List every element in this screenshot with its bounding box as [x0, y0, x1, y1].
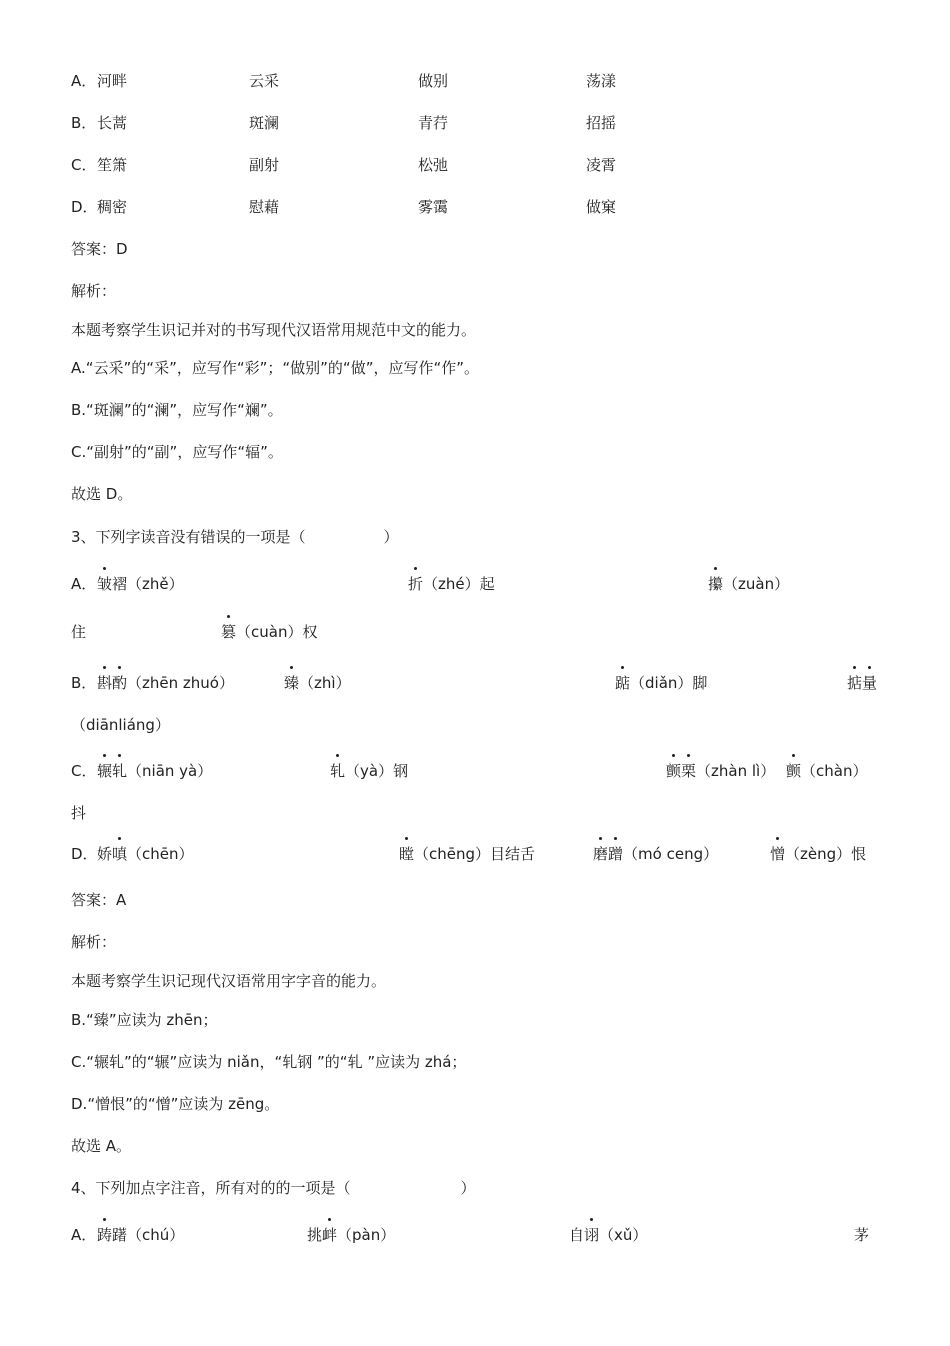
option-word: 做窠 — [586, 198, 617, 216]
pinyin-text: （zhé）起 — [423, 575, 495, 593]
dotted-char: 量 — [862, 674, 878, 692]
option-word: 斑澜 — [249, 114, 280, 132]
plain-char: 自 — [569, 1226, 585, 1244]
pinyin-text: （pàn） — [337, 1226, 396, 1244]
pinyin-text: （zhàn lì） — [696, 762, 776, 780]
q3-title-text: 3、下列字读音没有错误的一项是（ — [71, 528, 306, 546]
dotted-char: 斟 — [97, 674, 113, 692]
pinyin-text: （zuàn） — [723, 575, 790, 593]
q4-a-item-1 — [97, 1225, 184, 1245]
q3-d-item-4 — [770, 844, 866, 864]
dotted-char: 辗 — [97, 762, 113, 780]
dotted-char: 轧 — [330, 762, 346, 780]
q3-option-b-label: B． — [71, 674, 97, 692]
dotted-char: 嗔 — [112, 845, 128, 863]
pinyin-text: （chēng）目结舌 — [414, 845, 536, 863]
q4-title-text: 4、下列加点字注音，所有对的的一项是（ — [71, 1179, 351, 1197]
option-word: 河畔 — [97, 72, 128, 90]
q3-c-item-1 — [97, 761, 212, 781]
dotted-char: 臻 — [284, 674, 300, 692]
q3-d-item-1 — [97, 844, 194, 864]
dotted-char: 蹭 — [608, 845, 624, 863]
q4-a-item-3 — [569, 1225, 647, 1245]
pinyin-text: （chēn） — [127, 845, 194, 863]
pinyin-text: 褶（zhě） — [112, 575, 184, 593]
option-label: B． — [71, 114, 97, 132]
q3-a-item-4: 住 — [71, 623, 87, 641]
pinyin-text: 躇（chú） — [112, 1226, 185, 1244]
pinyin-text: （niān yà） — [127, 762, 213, 780]
plain-char: 娇 — [97, 845, 113, 863]
q3-analysis-line: D.“憎恨”的“憎”应读为 zēng。 — [71, 1095, 280, 1113]
q4-title — [71, 1178, 476, 1198]
option-word: 慰藉 — [249, 198, 280, 216]
q3-b-item-3 — [615, 673, 707, 693]
option-word: 副射 — [249, 156, 280, 174]
q3-c-item-3 — [666, 761, 775, 781]
dotted-char: 踌 — [97, 1226, 113, 1244]
q2-analysis-line: 本题考察学生识记并对的书写现代汉语常用规范中文的能力。 — [71, 321, 477, 339]
q3-c-item-2 — [330, 761, 408, 781]
dotted-char: 攥 — [708, 575, 724, 593]
option-word: 荡漾 — [586, 72, 617, 90]
q3-title-end: ） — [383, 528, 399, 546]
pinyin-text: （zhì） — [299, 674, 351, 692]
option-word: 青荇 — [418, 114, 449, 132]
dotted-char: 颤 — [666, 762, 682, 780]
q4-a-item-2 — [307, 1225, 395, 1245]
q3-b-item-5: （diānliáng） — [71, 716, 170, 734]
q3-b-item-4 — [847, 673, 877, 693]
q3-c-item-5: 抖 — [71, 804, 87, 822]
dotted-char: 篡 — [221, 623, 237, 641]
option-label: C． — [71, 156, 97, 174]
plain-char: 挑 — [307, 1226, 323, 1244]
q3-option-c-label: C． — [71, 762, 97, 780]
q3-a-item-3 — [708, 574, 789, 594]
q3-a-item-1 — [97, 574, 184, 594]
option-word: 做别 — [418, 72, 449, 90]
option-word: 云采 — [249, 72, 280, 90]
pinyin-text: （chàn） — [801, 762, 868, 780]
q2-analysis-line: A.“云采”的“采”，应写作“彩”；“做别”的“做”，应写作“作”。 — [71, 359, 480, 377]
dotted-char: 诩 — [584, 1226, 600, 1244]
dotted-char: 憎 — [770, 845, 786, 863]
q4-title-end: ） — [460, 1179, 476, 1197]
option-word: 凌霄 — [586, 156, 617, 174]
q3-analysis-line: 本题考察学生识记现代汉语常用字字音的能力。 — [71, 972, 387, 990]
dotted-char: 颤 — [786, 762, 802, 780]
q2-analysis-title: 解析： — [71, 282, 117, 300]
q3-option-d-label: D． — [71, 845, 98, 863]
dotted-char: 瞠 — [399, 845, 415, 863]
q4-option-a-label: A． — [71, 1226, 97, 1244]
pinyin-text: （zhēn zhuó） — [127, 674, 234, 692]
q3-a-item-5 — [221, 622, 317, 642]
q3-analysis-line: B.“臻”应读为 zhēn； — [71, 1011, 218, 1029]
pinyin-text: （cuàn）权 — [236, 623, 318, 641]
option-word: 长蒿 — [97, 114, 128, 132]
q3-c-item-4 — [786, 761, 867, 781]
dotted-char: 踮 — [615, 674, 631, 692]
q3-answer: 答案：A — [71, 891, 127, 909]
q3-option-a-label: A． — [71, 575, 97, 593]
dotted-char: 皱 — [97, 575, 113, 593]
dotted-char: 酌 — [112, 674, 128, 692]
q2-answer: 答案：D — [71, 240, 128, 258]
option-word: 招摇 — [586, 114, 617, 132]
dotted-char: 掂 — [847, 674, 863, 692]
q2-analysis-line: B.“斑澜”的“澜”，应写作“斓”。 — [71, 401, 283, 419]
q2-analysis-line: 故选 D。 — [71, 485, 133, 503]
q2-analysis-line: C.“副射”的“副”，应写作“辐”。 — [71, 443, 283, 461]
pinyin-text: （yà）钢 — [345, 762, 409, 780]
dotted-char: 轧 — [112, 762, 128, 780]
pinyin-text: （diǎn）脚 — [630, 674, 708, 692]
option-word: 雾霭 — [418, 198, 449, 216]
q4-a-item-4: 茅 — [854, 1226, 870, 1244]
pinyin-text: （mó ceng） — [623, 845, 719, 863]
q3-b-item-2 — [284, 673, 351, 693]
dotted-char: 折 — [408, 575, 424, 593]
pinyin-text: （xǔ） — [599, 1226, 648, 1244]
option-word: 笙箫 — [97, 156, 128, 174]
option-word: 松弛 — [418, 156, 449, 174]
q3-analysis-line: C.“辗轧”的“辗”应读为 niǎn，“轧钢 ”的“轧 ”应读为 zhá； — [71, 1053, 467, 1071]
q3-analysis-title: 解析： — [71, 933, 117, 951]
dotted-char: 栗 — [681, 762, 697, 780]
option-word: 稠密 — [97, 198, 128, 216]
q3-d-item-2 — [399, 844, 535, 864]
dotted-char: 衅 — [322, 1226, 338, 1244]
option-label: A． — [71, 72, 97, 90]
pinyin-text: （zèng）恨 — [785, 845, 867, 863]
q3-title — [71, 527, 399, 547]
q3-b-item-1 — [97, 673, 234, 693]
q3-analysis-line: 故选 A。 — [71, 1137, 132, 1155]
q3-d-item-3 — [593, 844, 718, 864]
dotted-char: 磨 — [593, 845, 609, 863]
q3-a-item-2 — [408, 574, 495, 594]
option-label: D． — [71, 198, 98, 216]
